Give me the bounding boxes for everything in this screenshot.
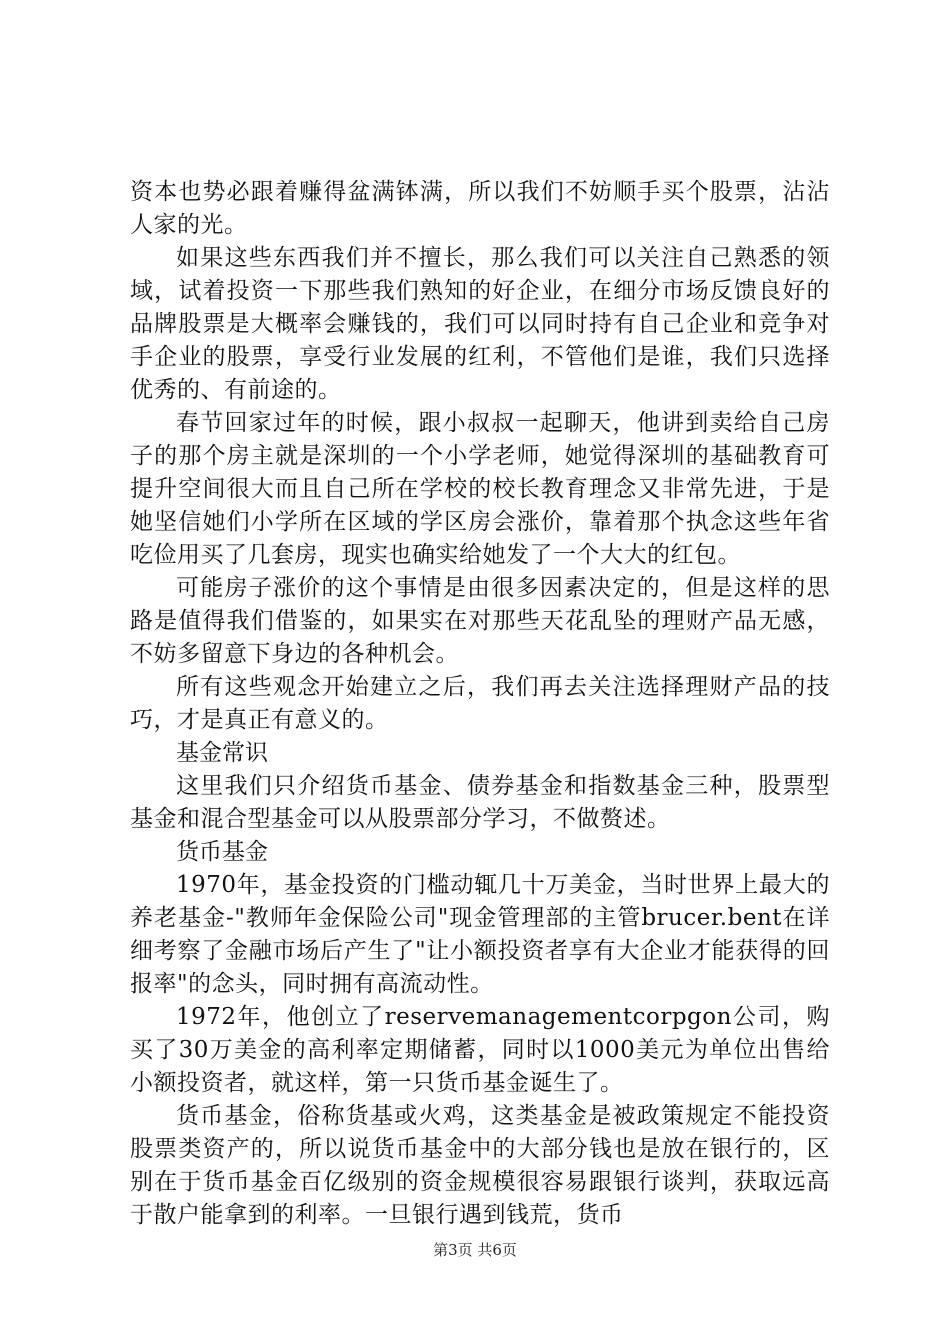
paragraph-1: 资本也势必跟着赚得盆满钵满，所以我们不妨顺手买个股票，沾沾人家的光。 (130, 179, 830, 238)
paragraph-9: 货币基金，俗称货基或火鸡，这类基金是被政策规定不能投资股票类资产的，所以说货币基金中的大部分钱也是放在银行的，区别在于货币基金百亿级别的资金规模很容易跟银行谈判，获取远高于散户能拿到的利率。一旦银行遇到钱荒，货币 (130, 1103, 830, 1228)
paragraph-7: 1970年，基金投资的门槛动辄几十万美金，当时世界上最大的养老基金-"教师年金保险公司"现金管理部的主管brucer.bent在详细考察了金融市场后产生了"让小额投资者享有大企业才能获得的回报率"的念头，同时拥有高流动性。 (130, 872, 830, 997)
document-body (130, 176, 830, 1232)
paragraph-3: 春节回家过年的时候，跟小叔叔一起聊天，他讲到卖给自己房子的那个房主就是深圳的一个小学老师，她觉得深圳的基础教育可提升空间很大而且自己所在学校的校长教育理念又非常先进，于是她坚信她们小学所在区域的学区房会涨价，靠着那个执念这些年省吃俭用买了几套房，现实也确实给她发了一个大大的红包。 (130, 410, 830, 568)
page-number-footer: 第3页 共6页 (433, 1241, 517, 1259)
section-heading-fund-basics: 基金常识 (176, 740, 268, 766)
paragraph-5: 所有这些观念开始建立之后，我们再去关注选择理财产品的技巧，才是真正有意义的。 (130, 674, 830, 733)
section-heading-money-fund: 货币基金 (176, 839, 268, 865)
paragraph-4: 可能房子涨价的这个事情是由很多因素决定的，但是这样的思路是值得我们借鉴的，如果实在对那些天花乱坠的理财产品无感，不妨多留意下身边的各种机会。 (130, 575, 830, 667)
paragraph-6: 这里我们只介绍货币基金、债券基金和指数基金三种，股票型基金和混合型基金可以从股票部分学习，不做赘述。 (130, 773, 830, 832)
paragraph-8: 1972年，他创立了reservemanagementcorpgon公司，购买了30万美金的高利率定期储蓄，同时以1000美元为单位出售给小额投资者，就这样，第一只货币基金诞生了。 (130, 1004, 830, 1096)
paragraph-2: 如果这些东西我们并不擅长，那么我们可以关注自己熟悉的领域，试着投资一下那些我们熟知的好企业，在细分市场反馈良好的品牌股票是大概率会赚钱的，我们可以同时持有自己企业和竞争对手企业的股票，享受行业发展的红利，不管他们是谁，我们只选择优秀的、有前途的。 (130, 245, 830, 403)
